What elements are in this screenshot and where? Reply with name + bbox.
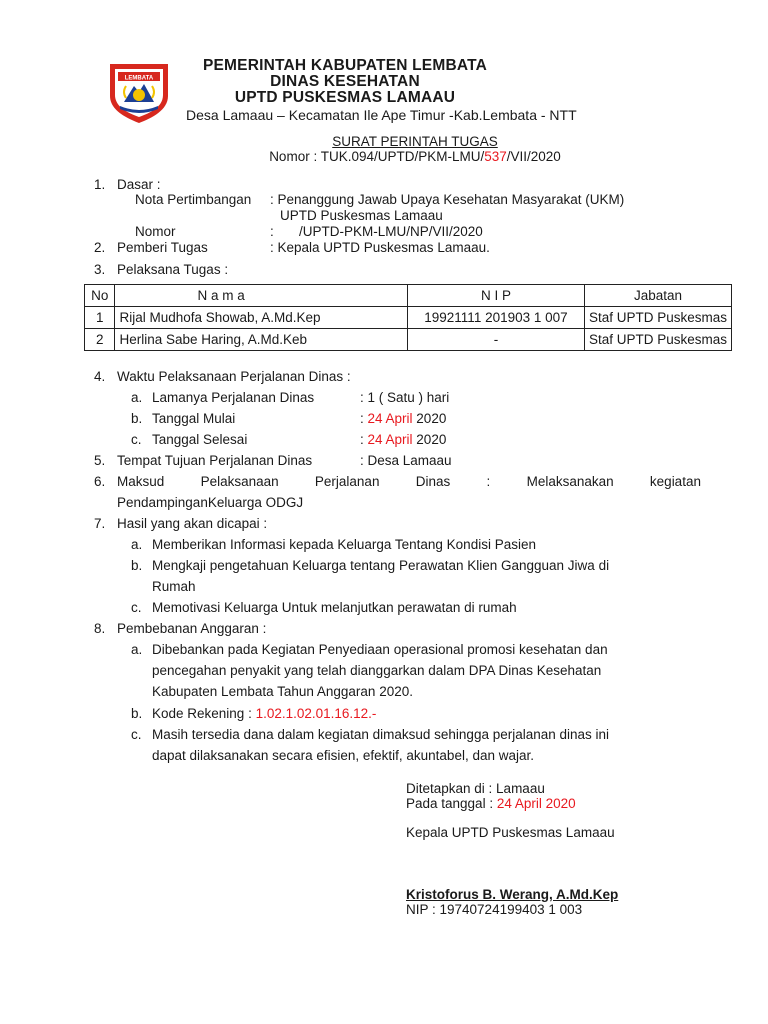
- item-5-number: 5.: [94, 453, 106, 468]
- pelaksana-label: Pelaksana Tugas :: [117, 262, 229, 277]
- tanggal-selesai-label: Tanggal Selesai: [152, 432, 248, 447]
- header-government: PEMERINTAH KABUPATEN LEMBATA: [202, 57, 487, 74]
- item-6-number: 6.: [94, 474, 106, 489]
- row-nama: Herlina Sabe Haring, A.Md.Keb: [115, 329, 408, 351]
- tempat-value: : Desa Lamaau: [360, 453, 452, 468]
- dasar-label: Dasar :: [117, 177, 161, 192]
- header-nama: N a m a: [115, 285, 408, 307]
- waktu-label: Waktu Pelaksanaan Perjalanan Dinas :: [117, 369, 351, 384]
- tanggal-mulai-label: Tanggal Mulai: [152, 411, 236, 426]
- row-nip: 19921111 201903 1 007: [408, 307, 585, 329]
- hasil-b-line-1: Mengkaji pengetahuan Keluarga tentang Perawatan Klien Gangguan Jiwa di: [152, 558, 610, 573]
- tanggal-selesai-year: 2020: [412, 432, 447, 447]
- table-row: [85, 307, 732, 329]
- assignee-table: [84, 284, 732, 351]
- nomor-label: Nomor: [135, 224, 176, 239]
- maksud-word: kegiatan: [649, 474, 701, 489]
- waktu-a-letter: a.: [131, 390, 143, 405]
- anggaran-a-line-3: Kabupaten Lembata Tahun Anggaran 2020.: [152, 684, 413, 699]
- item-7-number: 7.: [94, 516, 106, 531]
- anggaran-c-line-1: Masih tersedia dana dalam kegiatan dimaksud sehingga perjalanan dinas ini: [152, 727, 610, 742]
- hasil-b-letter: b.: [131, 558, 143, 573]
- header-no: No: [85, 285, 115, 307]
- anggaran-a-line-1: Dibebankan pada Kegiatan Penyediaan operasional promosi kesehatan dan: [152, 642, 608, 657]
- header-nip: N I P: [408, 285, 585, 307]
- anggaran-c-letter: c.: [131, 727, 142, 742]
- colon: :: [360, 411, 368, 426]
- tanggal-selesai-red: 24 April: [367, 432, 413, 447]
- waktu-c-letter: c.: [131, 432, 142, 447]
- row-jabatan: Staf UPTD Puskesmas: [584, 307, 731, 329]
- item-4-number: 4.: [94, 369, 106, 384]
- signer-position: Kepala UPTD Puskesmas Lamaau: [406, 825, 615, 840]
- pada-tanggal-label: Pada tanggal :: [406, 796, 497, 811]
- letter-title: SURAT PERINTAH TUGAS: [332, 134, 498, 149]
- anggaran-a-letter: a.: [131, 642, 143, 657]
- hasil-b-line-2: Rumah: [152, 579, 196, 594]
- letter-number-suffix: /VII/2020: [506, 149, 561, 164]
- row-jabatan: Staf UPTD Puskesmas: [584, 329, 731, 351]
- maksud-word: Melaksanakan: [526, 474, 614, 489]
- maksud-word: :: [486, 474, 491, 489]
- row-no: 2: [85, 329, 115, 351]
- pada-tanggal: [406, 796, 576, 812]
- letter-number-red: 537: [484, 149, 507, 164]
- header-jabatan: Jabatan: [584, 285, 731, 307]
- nota-value-2: UPTD Puskesmas Lamaau: [280, 208, 443, 223]
- maksud-line-1: [117, 474, 701, 490]
- table-row: [85, 329, 732, 351]
- lembata-emblem-logo: [106, 62, 172, 124]
- maksud-word: Dinas: [415, 474, 451, 489]
- hasil-c-text: Memotivasi Keluarga Untuk melanjutkan perawatan di rumah: [152, 600, 517, 615]
- pada-tanggal-date: 24 April 2020: [496, 796, 576, 811]
- nota-label: Nota Pertimbangan: [135, 192, 252, 207]
- hasil-label: Hasil yang akan dicapai :: [117, 516, 268, 531]
- maksud-word: Maksud: [117, 474, 165, 489]
- tanggal-selesai-value: [360, 432, 446, 448]
- letter-number-prefix: Nomor : TUK.094/UPTD/PKM-LMU/: [269, 149, 485, 164]
- kode-rekening: [152, 706, 376, 722]
- anggaran-c-line-2: dapat dilaksanakan secara efisien, efektif, akuntabel, dan wajar.: [152, 748, 534, 763]
- letter-number: [180, 149, 650, 165]
- nomor-value: /UPTD-PKM-LMU/NP/VII/2020: [299, 224, 483, 239]
- waktu-b-letter: b.: [131, 411, 143, 426]
- pemberi-label: Pemberi Tugas: [117, 240, 208, 255]
- kode-rekening-label: Kode Rekening :: [152, 706, 256, 721]
- lamanya-label: Lamanya Perjalanan Dinas: [152, 390, 315, 405]
- anggaran-label: Pembebanan Anggaran :: [117, 621, 267, 636]
- row-nama: Rijal Mudhofa Showab, A.Md.Kep: [115, 307, 408, 329]
- signer-name: Kristoforus B. Werang, A.Md.Kep: [406, 887, 619, 902]
- item-2-number: 2.: [94, 240, 106, 255]
- row-no: 1: [85, 307, 115, 329]
- logo-text: LEMBATA: [124, 75, 154, 82]
- tanggal-mulai-year: 2020: [412, 411, 447, 426]
- lamanya-value: : 1 ( Satu ) hari: [360, 390, 450, 405]
- tempat-label: Tempat Tujuan Perjalanan Dinas: [117, 453, 313, 468]
- nota-value-1: : Penanggung Jawab Upaya Kesehatan Masyarakat (UKM): [270, 192, 625, 207]
- signer-nip: NIP : 19740724199403 1 003: [406, 902, 583, 917]
- anggaran-b-letter: b.: [131, 706, 143, 721]
- nomor-colon: :: [270, 224, 274, 239]
- ditetapkan-di: Ditetapkan di : Lamaau: [406, 781, 545, 796]
- anggaran-a-line-2: pencegahan penyakit yang telah dianggarkan dalam DPA Dinas Kesehatan: [152, 663, 602, 678]
- row-nip: -: [408, 329, 585, 351]
- item-3-number: 3.: [94, 262, 106, 277]
- header-department: DINAS KESEHATAN: [270, 73, 420, 90]
- colon: :: [360, 432, 368, 447]
- tanggal-mulai-red: 24 April: [367, 411, 413, 426]
- pemberi-value: : Kepala UPTD Puskesmas Lamaau.: [270, 240, 490, 255]
- hasil-a-text: Memberikan Informasi kepada Keluarga Tentang Kondisi Pasien: [152, 537, 536, 552]
- item-8-number: 8.: [94, 621, 106, 636]
- tanggal-mulai-value: [360, 411, 446, 427]
- table-header-row: [85, 285, 732, 307]
- hasil-a-letter: a.: [131, 537, 143, 552]
- header-address: Desa Lamaau – Kecamatan Ile Ape Timur -Kab.Lembata - NTT: [186, 107, 577, 123]
- header-unit: UPTD PUSKESMAS LAMAAU: [234, 89, 456, 106]
- hasil-c-letter: c.: [131, 600, 142, 615]
- maksud-word: Pelaksanaan: [200, 474, 279, 489]
- maksud-word: Perjalanan: [314, 474, 380, 489]
- maksud-line-2: PendampinganKeluarga ODGJ: [117, 495, 304, 510]
- item-1-number: 1.: [94, 177, 106, 192]
- kode-rekening-value: 1.02.1.02.01.16.12.-: [255, 706, 377, 721]
